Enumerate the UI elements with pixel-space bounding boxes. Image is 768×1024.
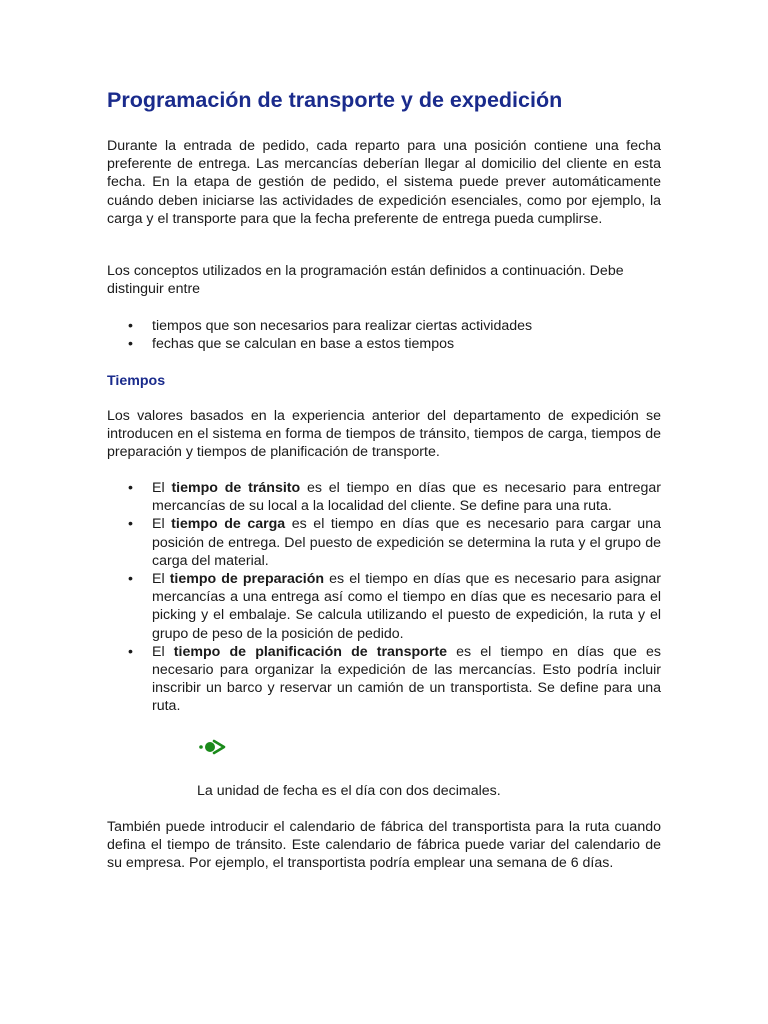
list-item <box>107 570 661 643</box>
item-text: es el tiempo en días que es necesario para asignar mercancías a una entrega así como el tiempo en días que es necesario para el picking y el embalaje. Se calcula utilizando el puesto de expedición, la ruta y el grupo de peso de la posición de pedido. <box>152 571 662 642</box>
bullet-icon: • <box>128 318 133 334</box>
item-text: es el tiempo en días que es necesario para organizar la expedición de las mercancías. Esto podría incluir inscribir un barco y reservar un camión de un transportista. Se define para una ruta. <box>152 643 662 715</box>
term: tiempo de planificación de transporte <box>173 643 447 660</box>
note-text: La unidad de fecha es el día con dos decimales. <box>197 783 501 799</box>
list-item <box>107 335 661 353</box>
list-item-text: tiempos que son necesarios para realizar ciertas actividades <box>152 318 533 334</box>
times-list <box>107 479 661 716</box>
concepts-paragraph: Los conceptos utilizados en la programación están definidos a continuación. Debe distinguir entre <box>107 263 624 298</box>
section-intro-paragraph: Los valores basados en la experiencia anterior del departamento de expedición se introducen en el sistema en forma de tiempos de tránsito, tiempos de carga, tiempos de preparación y tiempos de planificación de transporte. <box>107 408 661 461</box>
list-item <box>107 317 661 335</box>
section-heading: Tiempos <box>107 373 166 389</box>
item-prefix: El <box>152 643 174 660</box>
bullet-icon: • <box>128 516 133 533</box>
list-item <box>107 479 661 515</box>
list-item-text: fechas que se calculan en base a estos tiempos <box>152 336 455 353</box>
term: tiempo de tránsito <box>171 480 301 496</box>
item-prefix: El <box>152 571 170 588</box>
page-title: Programación de transporte y de expedición <box>107 88 563 112</box>
concept-list <box>107 317 661 353</box>
closing-paragraph: También puede introducir el calendario de fábrica del transportista para la ruta cuando defina el tiempo de tránsito. Este calendario de fábrica puede variar del calendario de su empresa. Por ejemplo, el transportista podría emplear una semana de 6 días. <box>107 819 661 872</box>
bullet-icon: • <box>128 643 133 660</box>
bullet-icon: • <box>128 336 133 353</box>
item-text: es el tiempo en días que es necesario para entregar mercancías de su local a la localidad del cliente. Se define para una ruta. <box>152 480 661 515</box>
list-item <box>107 515 661 570</box>
bullet-icon: • <box>128 571 133 588</box>
item-prefix: El <box>152 480 172 496</box>
list-item <box>107 643 661 716</box>
note-arrow-icon <box>197 738 227 756</box>
item-text: es el tiempo en días que es necesario para cargar una posición de entrega. Del puesto de expedición se determina la ruta y el grupo de carga del material. <box>152 516 661 569</box>
bullet-icon: • <box>128 480 133 496</box>
intro-paragraph: Durante la entrada de pedido, cada reparto para una posición contiene una fecha preferente de entrega. Las mercancías deberían llegar al domicilio del cliente en esta fecha. En la etapa de gestión de pedido, el sistema puede prever automáticamente cuándo deben iniciarse las actividades de expedición esenciales, como por ejemplo, la carga y el transporte para que la fecha preferente de entrega pueda cumplirse. <box>107 138 661 227</box>
term: tiempo de carga <box>171 516 286 533</box>
term: tiempo de preparación <box>169 571 325 588</box>
item-prefix: El <box>152 516 172 533</box>
